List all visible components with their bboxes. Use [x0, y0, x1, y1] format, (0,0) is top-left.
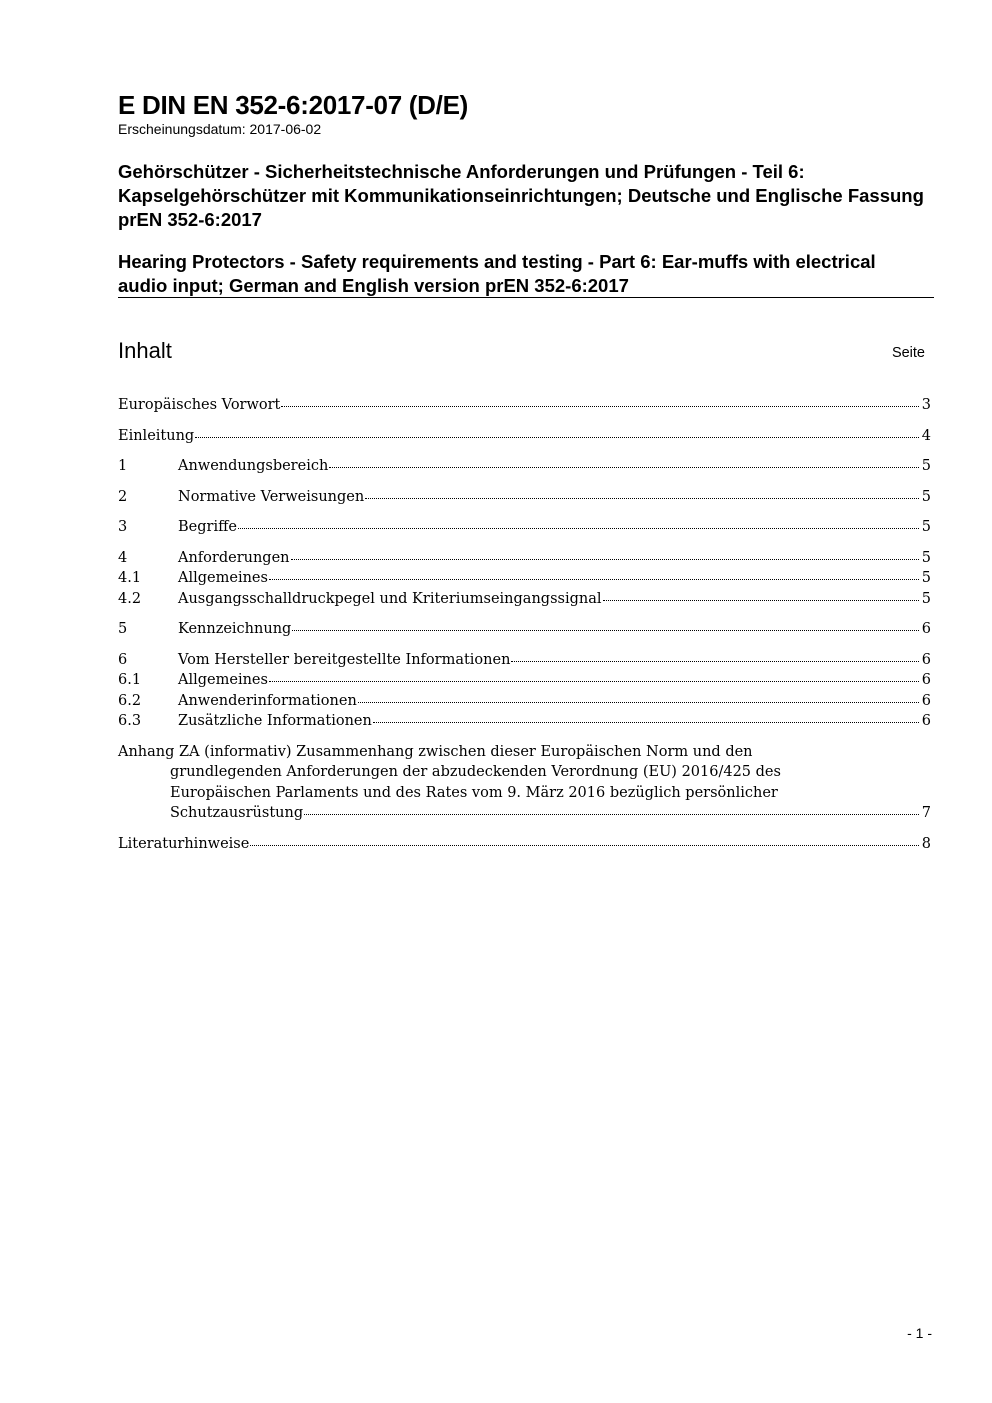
- toc-dot-leader: [238, 528, 919, 529]
- toc-entry-title: Vom Hersteller bereitgestellte Informationen: [178, 651, 511, 668]
- toc-annex-last-line: [118, 803, 931, 824]
- toc-entry-annex-za[interactable]: [118, 742, 931, 824]
- toc-entry-page: 5: [921, 519, 931, 535]
- toc-entry-6-3[interactable]: [118, 711, 931, 732]
- toc-entry-page: 5: [921, 458, 931, 474]
- toc-entry-number: 1: [118, 458, 128, 474]
- toc-entry-6-2[interactable]: [118, 691, 931, 712]
- toc-entry-4-2[interactable]: [118, 589, 931, 610]
- toc-entry-page: 4: [921, 427, 931, 444]
- toc-entry-number: 4.1: [118, 570, 142, 586]
- toc-entry-bibliography[interactable]: [118, 834, 931, 855]
- toc-entry-page: 5: [921, 590, 931, 607]
- toc-dot-leader: [358, 702, 919, 703]
- toc-dot-leader: [250, 845, 918, 846]
- toc-entry-page: 7: [921, 805, 931, 821]
- toc-entry-title: Anwendungsbereich: [178, 458, 329, 474]
- toc-annex-line: Anhang ZA (informativ) Zusammenhang zwischen dieser Europäischen Norm und den: [118, 743, 753, 760]
- toc-entry-title: Normative Verweisungen: [178, 488, 365, 505]
- toc-entry-1[interactable]: [118, 456, 931, 477]
- toc-entry-page: 6: [921, 621, 931, 637]
- toc-entry-title: Europäisches Vorwort: [118, 397, 281, 413]
- toc-dot-leader: [329, 467, 918, 468]
- toc-entry-title: Allgemeines: [178, 672, 268, 688]
- toc-dot-leader: [292, 630, 918, 631]
- title-english: Hearing Protectors - Safety requirements and testing - Part 6: Ear-muffs with electrical audio input; German and English version prEN 352-6:2017: [118, 251, 876, 296]
- toc-entry-number: 3: [118, 519, 128, 535]
- toc-entry-page: 3: [921, 397, 931, 413]
- publication-date: Erscheinungsdatum: 2017-06-02: [118, 121, 322, 137]
- toc-dot-leader: [269, 681, 919, 682]
- toc-entry-4[interactable]: [118, 548, 931, 569]
- toc-entry-page: 6: [921, 672, 931, 688]
- toc-dot-leader: [281, 406, 918, 407]
- toc-dot-leader: [373, 722, 919, 723]
- toc-dot-leader: [511, 661, 918, 662]
- toc-entry-page: 5: [921, 570, 931, 586]
- title-divider: [118, 297, 934, 298]
- toc-entry-title: Einleitung: [118, 427, 195, 444]
- toc-entry-title: Zusätzliche Informationen: [178, 713, 372, 729]
- toc-entry-page: 6: [921, 692, 931, 709]
- toc-entry-number: 5: [118, 621, 128, 637]
- toc-entry-title: Schutzausrüstung: [170, 805, 304, 821]
- toc-dot-leader: [291, 559, 919, 560]
- toc-entry-number: 6.3: [118, 713, 142, 729]
- table-of-contents: [118, 395, 931, 854]
- toc-entry-title: Anforderungen: [178, 549, 290, 566]
- toc-entry-page: 8: [921, 835, 931, 852]
- toc-heading: Inhalt: [118, 338, 172, 363]
- toc-entry-4-1[interactable]: [118, 568, 931, 589]
- toc-entry-page: 5: [921, 549, 931, 566]
- toc-entry-page: 6: [921, 651, 931, 668]
- toc-dot-leader: [304, 814, 919, 815]
- toc-annex-line: grundlegenden Anforderungen der abzudeckenden Verordnung (EU) 2016/425 des: [170, 764, 781, 780]
- toc-entry-title: Ausgangsschalldruckpegel und Kriteriumseingangssignal: [178, 590, 602, 607]
- toc-entry-introduction[interactable]: [118, 426, 931, 447]
- toc-entry-page: 5: [921, 488, 931, 505]
- toc-page-label: Seite: [891, 345, 925, 361]
- document-id: E DIN EN 352-6:2017-07 (D/E): [118, 90, 468, 120]
- toc-entry-page: 6: [921, 713, 931, 729]
- toc-entry-title: Anwenderinformationen: [178, 692, 357, 709]
- toc-entry-title: Kennzeichnung: [178, 621, 292, 637]
- toc-dot-leader: [195, 437, 919, 438]
- toc-entry-title: Begriffe: [178, 519, 237, 535]
- toc-entry-number: 2: [118, 488, 128, 505]
- toc-dot-leader: [365, 498, 919, 499]
- page-number: - 1 -: [907, 1325, 932, 1341]
- toc-entry-6[interactable]: [118, 650, 931, 671]
- title-german: Gehörschützer - Sicherheitstechnische Anforderungen und Prüfungen - Teil 6: Kapselgehörschützer mit Kommunikationseinrichtungen; Deutsche und Englische Fassung prEN 352-6:2017: [118, 161, 924, 230]
- toc-entry-5[interactable]: [118, 619, 931, 640]
- toc-entry-number: 6.1: [118, 672, 142, 688]
- toc-entry-foreword[interactable]: [118, 395, 931, 416]
- toc-entry-3[interactable]: [118, 517, 931, 538]
- toc-entry-number: 6.2: [118, 692, 142, 709]
- toc-entry-number: 6: [118, 651, 128, 668]
- toc-entry-title: Allgemeines: [178, 570, 268, 586]
- toc-annex-line: Europäischen Parlaments und des Rates vom 9. März 2016 bezüglich persönlicher: [170, 784, 778, 801]
- toc-dot-leader: [269, 579, 919, 580]
- toc-entry-6-1[interactable]: [118, 670, 931, 691]
- toc-entry-2[interactable]: [118, 487, 931, 508]
- toc-entry-title: Literaturhinweise: [118, 835, 250, 852]
- toc-entry-number: 4.2: [118, 590, 142, 607]
- toc-entry-number: 4: [118, 549, 128, 566]
- toc-dot-leader: [603, 600, 919, 601]
